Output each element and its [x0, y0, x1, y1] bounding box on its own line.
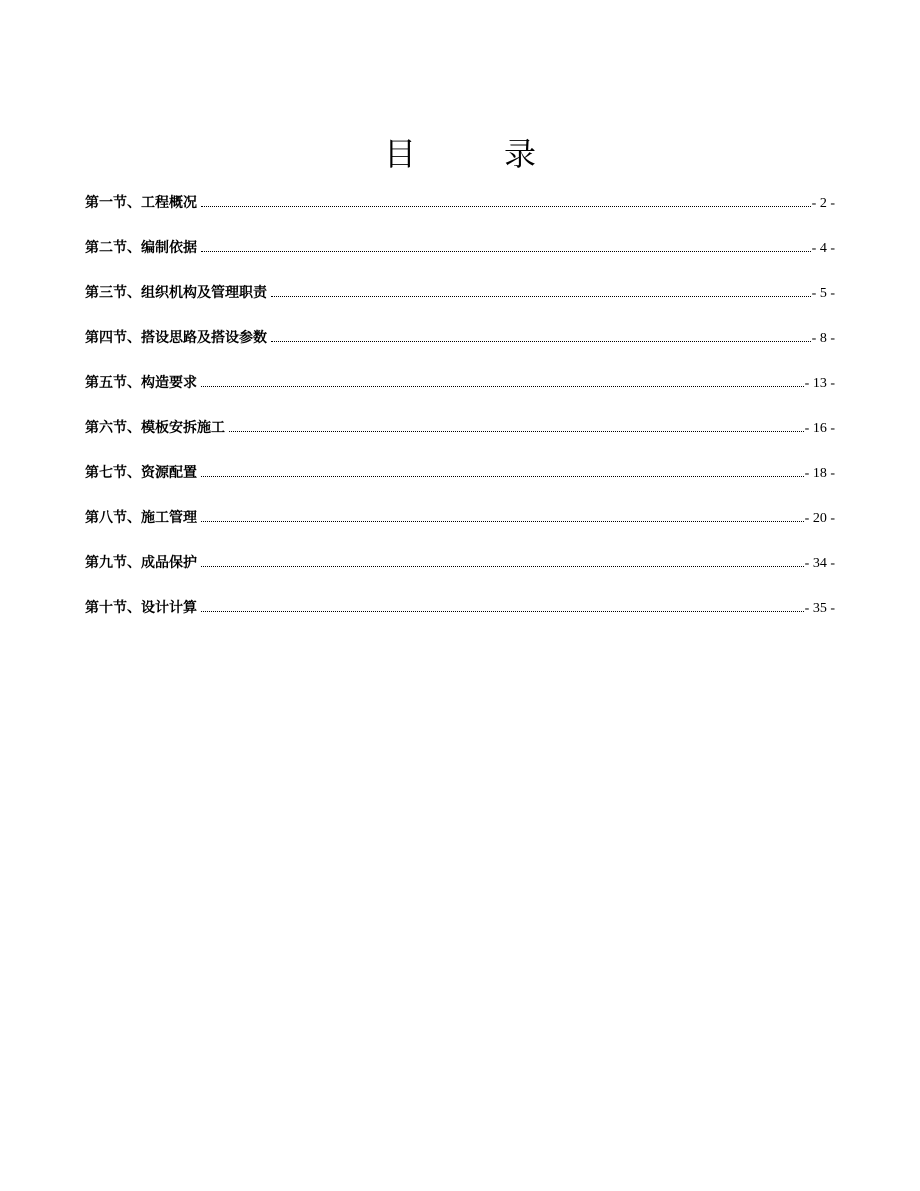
- toc-page-number: - 5 -: [811, 286, 835, 301]
- toc-dot-leader: [271, 296, 811, 297]
- toc-page-number: - 18 -: [804, 466, 835, 481]
- toc-entry-label: 第九节、成品保护: [85, 555, 197, 571]
- toc-entry-7[interactable]: [85, 460, 835, 505]
- toc-page-number: - 20 -: [804, 511, 835, 526]
- toc-entry-label: 第八节、施工管理: [85, 510, 197, 526]
- toc-entry-label: 第三节、组织机构及管理职责: [85, 285, 267, 301]
- toc-page-number: - 35 -: [804, 601, 835, 616]
- toc-entry-label: 第七节、资源配置: [85, 465, 197, 481]
- toc-entry-6[interactable]: [85, 415, 835, 460]
- toc-entry-label: 第五节、构造要求: [85, 375, 197, 391]
- toc-page-number: - 8 -: [811, 331, 835, 346]
- toc-entry-label: 第十节、设计计算: [85, 600, 197, 616]
- toc-entry-10[interactable]: [85, 595, 835, 640]
- toc-dot-leader: [201, 206, 811, 207]
- toc-title: [0, 130, 920, 178]
- toc-dot-leader: [201, 521, 804, 522]
- toc-title-char-2: 录: [504, 135, 537, 173]
- toc-entry-4[interactable]: [85, 325, 835, 370]
- toc-dot-leader: [229, 431, 804, 432]
- toc-page-number: - 2 -: [811, 196, 835, 211]
- toc-list: [85, 190, 835, 640]
- toc-entry-1[interactable]: [85, 190, 835, 235]
- toc-dot-leader: [271, 341, 811, 342]
- toc-dot-leader: [201, 476, 804, 477]
- toc-title-char-1: 目: [383, 135, 416, 173]
- toc-dot-leader: [201, 566, 804, 567]
- toc-entry-label: 第四节、搭设思路及搭设参数: [85, 330, 267, 346]
- toc-dot-leader: [201, 386, 804, 387]
- toc-page-number: - 13 -: [804, 376, 835, 391]
- toc-entry-8[interactable]: [85, 505, 835, 550]
- toc-entry-label: 第六节、模板安拆施工: [85, 420, 225, 436]
- toc-page-number: - 34 -: [804, 556, 835, 571]
- toc-entry-label: 第二节、编制依据: [85, 240, 197, 256]
- toc-entry-label: 第一节、工程概况: [85, 195, 197, 211]
- toc-page-number: - 16 -: [804, 421, 835, 436]
- toc-dot-leader: [201, 251, 811, 252]
- toc-page-number: - 4 -: [811, 241, 835, 256]
- toc-entry-5[interactable]: [85, 370, 835, 415]
- toc-entry-2[interactable]: [85, 235, 835, 280]
- toc-entry-3[interactable]: [85, 280, 835, 325]
- toc-dot-leader: [201, 611, 804, 612]
- toc-entry-9[interactable]: [85, 550, 835, 595]
